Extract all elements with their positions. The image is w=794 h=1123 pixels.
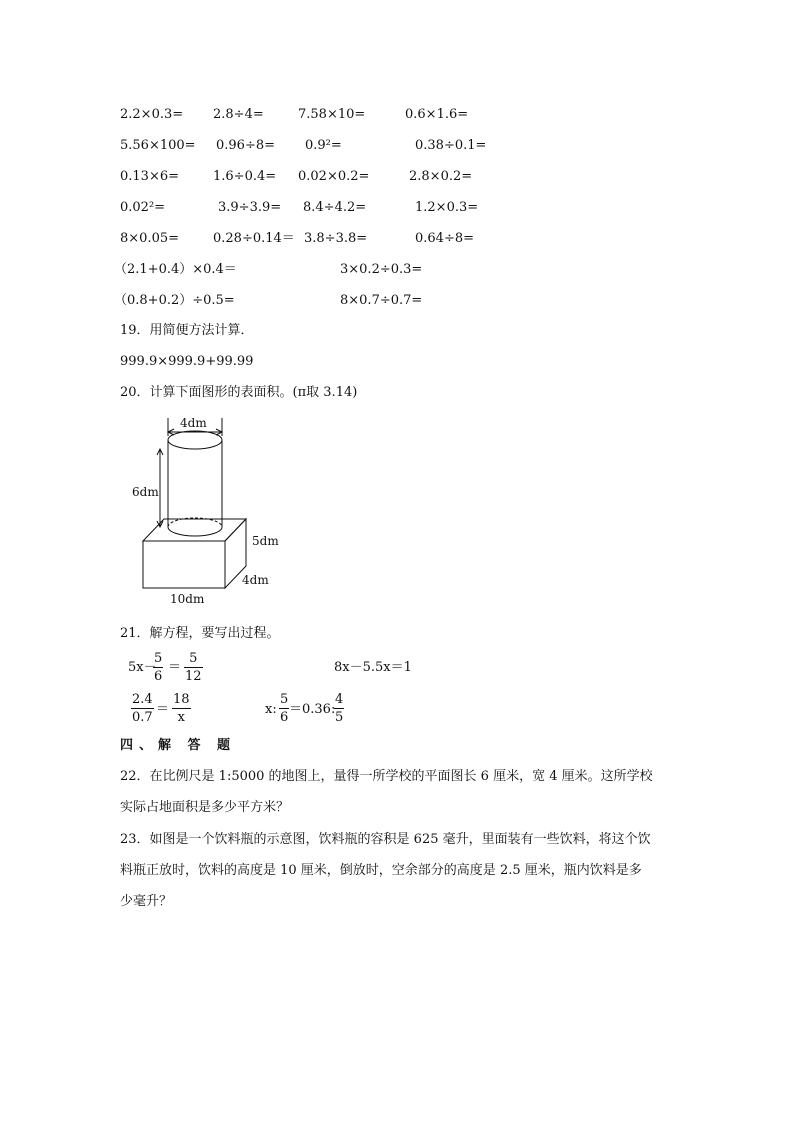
fraction-denominator: 5: [335, 710, 344, 725]
calc-item: 3.9÷3.9=: [218, 200, 282, 215]
fraction-bar: [279, 708, 289, 709]
calc-item: 2.8÷4=: [213, 107, 264, 122]
calc-item: 0.13×6=: [120, 169, 180, 184]
calc-item: 0.28÷0.14＝: [213, 231, 295, 246]
fraction-denominator: 0.7: [132, 710, 153, 725]
calc-item: 0.38÷0.1=: [415, 138, 487, 153]
calc-item: 0.6×1.6=: [405, 107, 469, 122]
question-19-expression: 999.9×999.9+99.99: [120, 354, 254, 369]
fraction-numerator: 5: [189, 651, 198, 666]
question-21-prompt: 21．解方程，要写出过程。: [120, 626, 280, 641]
calc-item: 0.64÷8=: [415, 231, 475, 246]
fraction-bar: [184, 667, 203, 668]
fraction-denominator: 6: [154, 669, 163, 684]
fraction-bar: [172, 708, 191, 709]
question-20-prompt: 20．计算下面图形的表面积。(π取 3.14): [120, 385, 358, 400]
calc-item: 7.58×10=: [298, 107, 366, 122]
cylinder-bottom-front-arc: [168, 527, 222, 536]
question-23-line-1: 23．如图是一个饮料瓶的示意图，饮料瓶的容积是 625 毫升，里面装有一些饮料，将这个饮: [120, 832, 651, 847]
question-22-line-2: 实际占地面积是多少平方米？: [120, 800, 290, 815]
fraction-denominator: 6: [280, 710, 289, 725]
equation-3-equals: ＝: [156, 702, 170, 717]
equation-1-fraction-b: [184, 652, 203, 683]
box-front-face: [143, 541, 225, 588]
box-length-label: 10dm: [170, 592, 205, 606]
height-label: 6dm: [132, 485, 159, 499]
equation-1-lhs: 5x－: [128, 660, 157, 675]
box-height-label: 5dm: [252, 534, 279, 548]
question-22-line-1: 22．在比例尺是 1:5000 的地图上，量得一所学校的平面图长 6 厘米，宽 4 厘米。这所学校: [120, 769, 653, 784]
question-23-line-2: 料瓶正放时，饮料的高度是 10 厘米，倒放时，空余部分的高度是 2.5 厘米，瓶内饮料是多: [120, 863, 642, 878]
fraction-numerator: 5: [154, 651, 163, 666]
calc-item: 1.6÷0.4=: [213, 169, 277, 184]
equation-3-fraction-b: [172, 693, 191, 724]
box-depth-label: 4dm: [242, 573, 269, 587]
calc-item: 1.2×0.3=: [415, 200, 479, 215]
equation-4-fraction-a: [279, 693, 289, 724]
calc-item: 2.2×0.3=: [120, 107, 184, 122]
fraction-bar: [334, 708, 344, 709]
calc-item: 5.56×100=: [120, 138, 196, 153]
calc-item: （2.1+0.4）×0.4＝: [114, 262, 237, 277]
calc-item: 8×0.05=: [120, 231, 180, 246]
fraction-denominator: 12: [185, 669, 202, 684]
fraction-numerator: 18: [173, 692, 190, 707]
fraction-denominator: x: [177, 710, 185, 725]
question-19-prompt: 19．用简便方法计算．: [120, 323, 254, 338]
calc-item: 3.8÷3.8=: [304, 231, 368, 246]
fraction-numerator: 4: [335, 692, 344, 707]
calc-item: 3×0.2÷0.3=: [340, 262, 423, 277]
equation-4-prefix: x:: [265, 702, 277, 717]
equation-4-middle: ＝0.36:: [289, 702, 336, 717]
cylinder-top-ellipse: [168, 431, 222, 449]
calc-item: 0.02×0.2=: [298, 169, 370, 184]
equation-1-fraction-a: [153, 652, 163, 683]
calc-item: 8×0.7÷0.7=: [340, 293, 423, 308]
equation-3-fraction-a: [131, 693, 154, 724]
box-top-face: [143, 519, 246, 541]
section-4-heading: 四、解 答 题: [120, 738, 237, 753]
calc-item: 8.4÷4.2=: [303, 200, 367, 215]
calc-item: 0.96÷8=: [216, 138, 276, 153]
question-23-line-3: 少毫升？: [120, 894, 173, 909]
equation-4-fraction-b: [334, 693, 344, 724]
fraction-numerator: 2.4: [132, 692, 153, 707]
calc-item: 0.9²=: [305, 138, 342, 153]
calc-item: 0.02²=: [120, 200, 166, 215]
calc-item: 2.8×0.2=: [409, 169, 473, 184]
calc-item: （0.8+0.2）÷0.5=: [114, 293, 235, 308]
equation-1-equals: ＝: [168, 660, 182, 675]
equation-2: 8x－5.5x＝1: [334, 660, 412, 675]
diameter-label: 4dm: [180, 416, 207, 430]
fraction-bar: [153, 667, 163, 668]
cylinder-on-box-figure: [125, 412, 285, 607]
fraction-bar: [131, 708, 154, 709]
fraction-numerator: 5: [280, 692, 289, 707]
